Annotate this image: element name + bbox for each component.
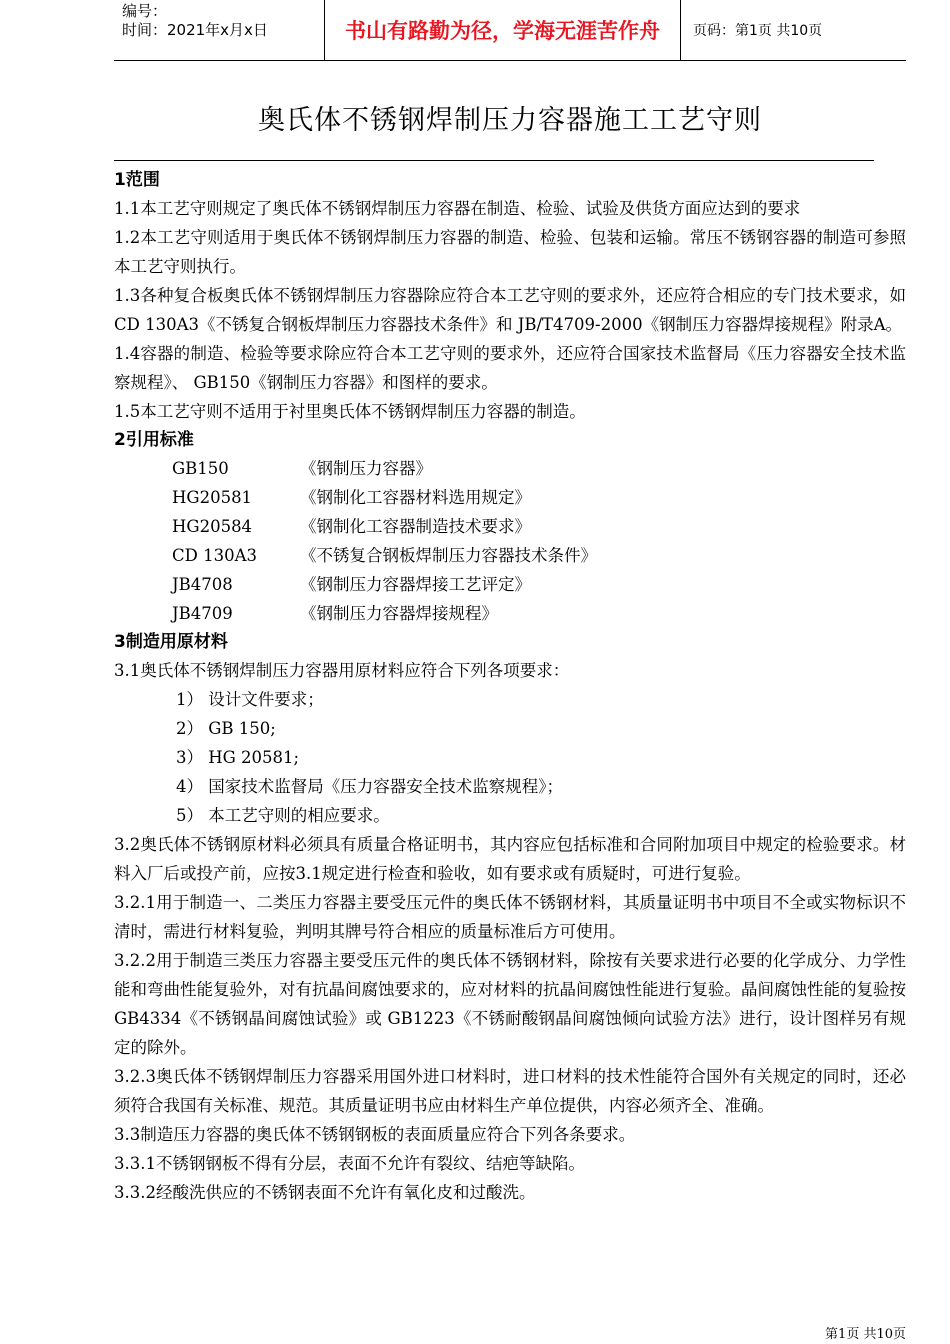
reference-title: 《钢制压力容器》 [300,459,432,478]
section-heading-1: 1范围 [114,170,160,190]
reference-row [114,512,906,541]
reference-list [114,454,906,628]
reference-code: HG20581 [172,488,253,507]
paragraph-3-2-3: 3.2.3奥氏体不锈钢焊制压力容器采用国外进口材料时，进口材料的技术性能符合国外有关规定的同时，还必须符合我国有关标准、规范。其质量证明书应由材料生产单位提供，内容必须齐全、准确。 [114,1067,906,1115]
title-divider [114,160,874,161]
reference-title: 《钢制压力容器焊接工艺评定》 [300,575,531,594]
paragraph-3-2-2: 3.2.2用于制造三类压力容器主要受压元件的奥氏体不锈钢材料，除按有关要求进行必要的化学成分、力学性能和弯曲性能复验外，对有抗晶间腐蚀要求的，应对材料的抗晶间腐蚀性能进行复验。晶间腐蚀性能的复验按 GB4334《不锈钢晶间腐蚀试验》或 GB1223《不锈耐酸钢晶间腐蚀倾向试验方法》进行，设计图样另有规定的除外。 [114,951,906,1057]
header-meta [114,0,325,60]
paragraph-1-2: 1.2本工艺守则适用于奥氏体不锈钢焊制压力容器的制造、检验、包装和运输。常压不锈钢容器的制造可参照本工艺守则执行。 [114,228,906,276]
list-item: 1） 设计文件要求； [176,690,324,709]
reference-row [114,454,906,483]
paragraph-3-3-2: 3.3.2经酸洗供应的不锈钢表面不允许有氧化皮和过酸洗。 [114,1183,536,1202]
paragraph-3-2: 3.2奥氏体不锈钢原材料必须具有质量合格证明书，其内容应包括标准和合同附加项目中规定的检验要求。材料入厂后或投产前，应按3.1规定进行检查和验收，如有要求或有质疑时，可进行复验。 [114,835,906,883]
paragraph-3-2-1: 3.2.1用于制造一、二类压力容器主要受压元件的奥氏体不锈钢材料，其质量证明书中项目不全或实物标识不清时，需进行材料复验，判明其牌号符合相应的质量标准后方可使用。 [114,893,906,941]
reference-code: GB150 [172,459,229,478]
section-heading-3: 3制造用原材料 [114,632,228,652]
reference-title: 《钢制压力容器焊接规程》 [300,604,498,623]
paragraph-1-1: 1.1本工艺守则规定了奥氏体不锈钢焊制压力容器在制造、检验、试验及供货方面应达到的要求 [114,199,801,218]
list-item: 5） 本工艺守则的相应要求。 [176,806,390,825]
paragraph-3-3: 3.3制造压力容器的奥氏体不锈钢钢板的表面质量应符合下列各条要求。 [114,1125,636,1144]
list-item: 4） 国家技术监督局《压力容器安全技术监察规程》； [176,777,563,796]
header-motto: 书山有路勤为径，学海无涯苦作舟 [325,0,681,60]
paragraph-3-3-1: 3.3.1不锈钢钢板不得有分层，表面不允许有裂纹、结疤等缺陷。 [114,1154,585,1173]
paragraph-3-1: 3.1奥氏体不锈钢焊制压力容器用原材料应符合下列各项要求： [114,661,570,680]
reference-row [114,541,906,570]
reference-code: JB4708 [172,575,233,594]
reference-title: 《钢制化工容器材料选用规定》 [300,488,531,507]
document-body [114,166,906,1207]
paragraph-1-4: 1.4容器的制造、检验等要求除应符合本工艺守则的要求外，还应符合国家技术监督局《压力容器安全技术监察规程》、 GB150《钢制压力容器》和图样的要求。 [114,344,906,392]
number-label: 编号： [122,2,168,20]
list-item: 2） GB 150; [176,719,276,738]
reference-title: 《钢制化工容器制造技术要求》 [300,517,531,536]
reference-row [114,483,906,512]
page-header [114,0,906,61]
time-label: 时间：2021年x月x日 [122,21,268,39]
list-item: 3） HG 20581; [176,748,300,767]
page-footer: 第1页 共10页 [825,1327,906,1342]
reference-row [114,570,906,599]
reference-code: HG20584 [172,517,253,536]
reference-row [114,599,906,628]
reference-title: 《不锈复合钢板焊制压力容器技术条件》 [300,546,597,565]
document-title: 奥氏体不锈钢焊制压力容器施工工艺守则 [258,105,762,136]
reference-code: CD 130A3 [172,546,258,565]
reference-code: JB4709 [172,604,233,623]
section-heading-2: 2引用标准 [114,430,194,450]
header-page-label: 页码：第1页 共10页 [693,23,823,39]
paragraph-1-5: 1.5本工艺守则不适用于衬里奥氏体不锈钢焊制压力容器的制造。 [114,402,586,421]
paragraph-1-3: 1.3各种复合板奥氏体不锈钢焊制压力容器除应符合本工艺守则的要求外，还应符合相应的专门技术要求，如 CD 130A3《不锈复合钢板焊制压力容器技术条件》和 JB/T4709-2000《钢制压力容器焊接规程》附录A。 [114,286,906,334]
